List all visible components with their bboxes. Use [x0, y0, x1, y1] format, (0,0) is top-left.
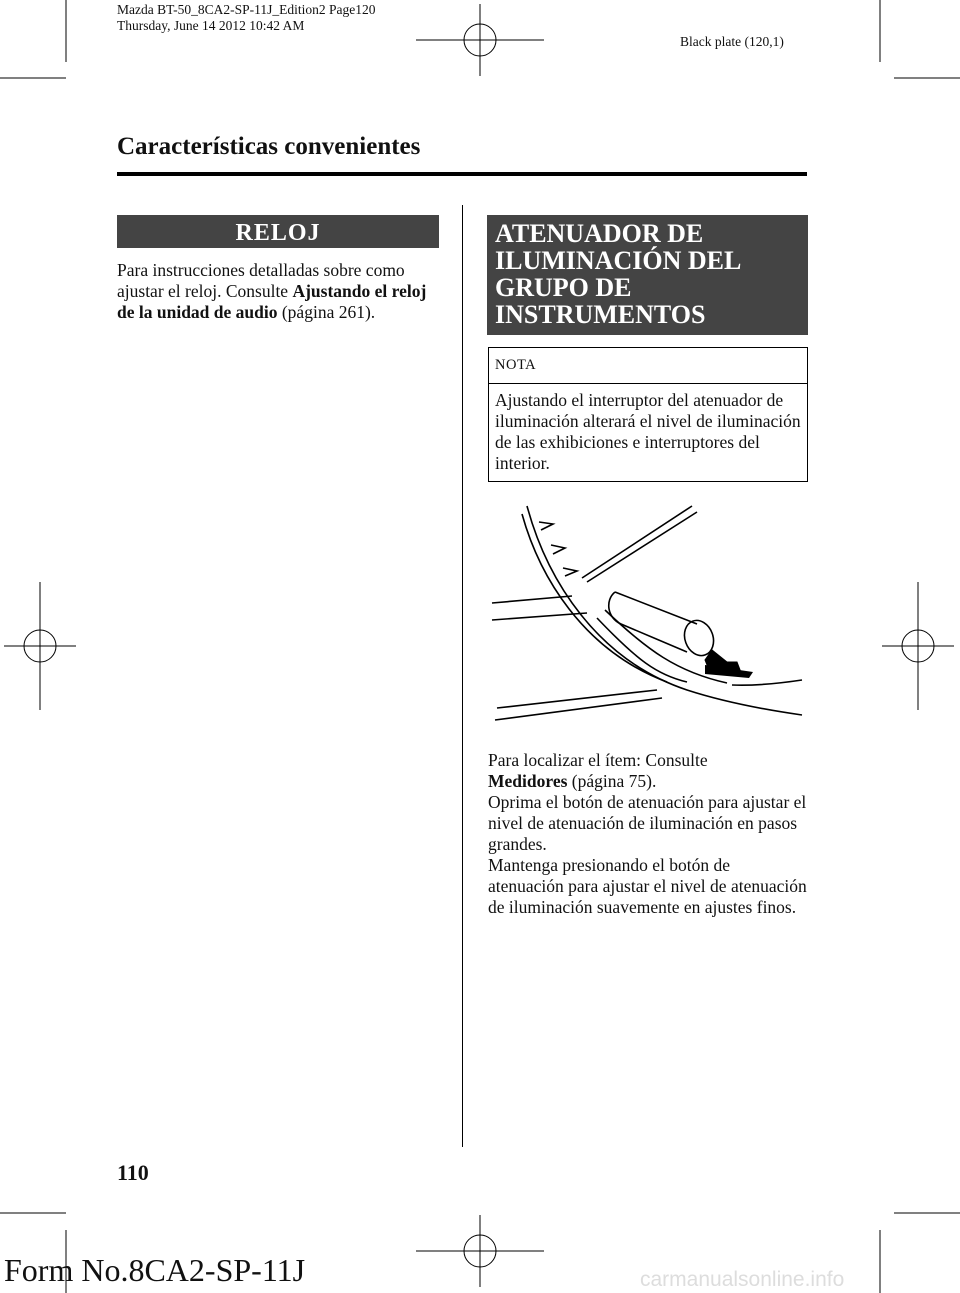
reloj-link-bold: Ajustando el reloj de la unidad de audio	[117, 281, 427, 322]
title-rule	[117, 172, 807, 176]
dimmer-button-illustration	[487, 500, 807, 730]
registration-mark-right	[882, 582, 954, 710]
plate-label: Black plate (120,1)	[680, 34, 784, 49]
section-title: Características convenientes	[117, 133, 421, 160]
locate-plain: Para localizar el ítem: Consulte	[488, 750, 708, 770]
reloj-text-plain: Para instrucciones detalladas sobre como ajustar el reloj. Consulte	[117, 260, 405, 301]
locate-bold: Medidores	[488, 771, 568, 791]
locate-line	[488, 750, 808, 771]
registration-mark-top	[416, 4, 544, 76]
atenuador-banner-line: ATENUADOR DE	[495, 219, 704, 248]
note-heading: NOTA	[489, 348, 807, 384]
registration-mark-bottom	[416, 1215, 544, 1287]
registration-mark-left	[4, 582, 76, 710]
atenuador-banner-line: GRUPO DE	[495, 273, 632, 302]
note-box	[488, 347, 808, 482]
instructions-text	[488, 750, 808, 918]
reloj-text	[117, 260, 442, 323]
reloj-banner: RELOJ	[117, 215, 439, 248]
print-meta-line1: Mazda BT-50_8CA2-SP-11J_Edition2 Page120	[117, 2, 376, 17]
page-number: 110	[117, 1160, 149, 1185]
watermark-text: carmanualsonline.info	[640, 1268, 845, 1291]
atenuador-banner-line: ILUMINACIÓN DEL	[495, 246, 742, 275]
instruction-paragraph-1: Oprima el botón de atenuación para ajustar el nivel de atenuación de iluminación en pasos grandes.	[488, 792, 807, 854]
atenuador-banner-line: INSTRUMENTOS	[495, 300, 706, 329]
locate-page: (página 75).	[567, 771, 657, 791]
reloj-text-page: (página 261).	[277, 302, 376, 322]
locate-ref-line	[488, 771, 808, 792]
print-meta-line2: Thursday, June 14 2012 10:42 AM	[117, 18, 305, 33]
print-meta	[117, 2, 376, 34]
column-divider	[462, 205, 463, 1147]
form-number: Form No.8CA2-SP-11J	[4, 1252, 306, 1288]
instruction-paragraph-2: Mantenga presionando el botón de atenuación para ajustar el nivel de atenuación de iluminación suavemente en ajustes finos.	[488, 855, 807, 917]
atenuador-banner	[487, 215, 808, 335]
note-body: Ajustando el interruptor del atenuador de iluminación alterará el nivel de iluminación de las exhibiciones e interruptores del interior.	[495, 390, 801, 473]
